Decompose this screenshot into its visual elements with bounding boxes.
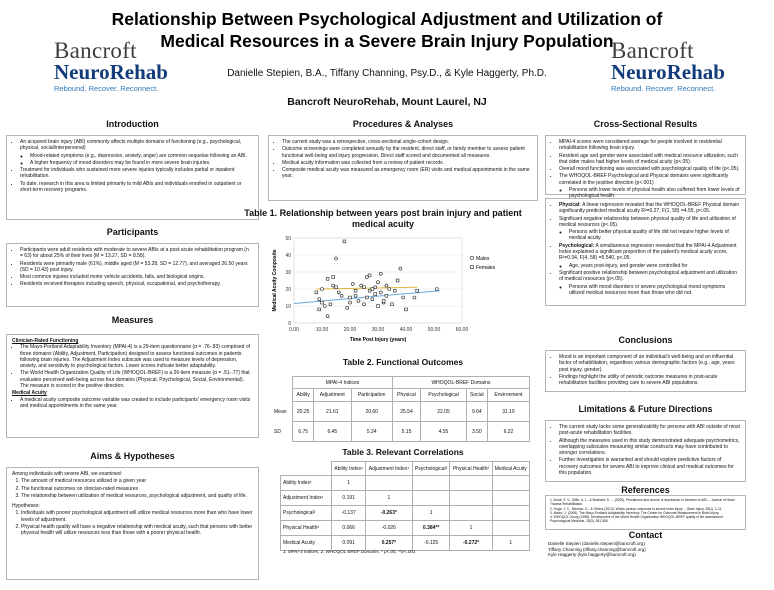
table2-cell: 22.05 — [421, 402, 467, 422]
logo-line1: Bancroft — [54, 38, 137, 63]
measures-item: • The World Health Organization Quality of Life (WHOQOL-BREF) is a 26-item measure (α = .51-.77) that evaluates perceived well-being across four domains (Physical, Psychological, Social, Environmental). The measure is scored in the positive direction. — [20, 370, 253, 389]
logo-line1: Bancroft — [611, 38, 694, 63]
table2-column-header: Environment — [487, 389, 529, 402]
data-point-male — [435, 288, 438, 291]
table3-column-header: Medical Acuity — [492, 462, 529, 476]
table3-cell: 1 — [365, 491, 412, 506]
procedures-heading: Procedures & Analyses — [352, 119, 454, 129]
table3-cell: 0.091 — [332, 536, 366, 551]
x-tick-label: 10.00 — [315, 327, 329, 333]
measures-item: • The Mayo-Portland Adaptability Inventory (MPAI-4) is a 29-item questionnaire (α = .76-.83) comprised of three domains (Ability, Adjustment, Participation) designed to assess functional outcomes in patients following brain injuries. The Adjustment Index subscale was used to measure levels of depression, anxiety, and sensitivity to psychological factors. Lower scores indicate better adaptability. — [20, 344, 253, 369]
aim-item: 2. The functional outcomes on clinician-rated measures — [21, 486, 253, 492]
table3-cell — [365, 476, 412, 491]
table3-row-label: Psychological² — [281, 506, 332, 521]
data-point-male — [399, 267, 402, 270]
table2-cell: 3.50 — [466, 422, 487, 442]
table2-row — [274, 422, 530, 442]
results-item: • Psychological: A simultaneous regression revealed that the MPAI-4 Adjustment Index explained a significant proportion of the patient's medical acuity score, R²=0.34, F(4, 58) =5.540, p<.05. — [559, 243, 740, 262]
data-point-male — [335, 257, 338, 260]
table2-cell: 21.61 — [314, 402, 352, 422]
conclusions-heading: Conclusions — [618, 335, 673, 345]
data-point-male — [377, 281, 380, 284]
data-point-female — [363, 286, 366, 289]
y-tick-label: 40 — [285, 252, 291, 259]
intro-item: • An acquired brain injury (ABI) commonly affects multiple domains of functioning (e.g., psychological, physical, social/interpersonal) — [20, 139, 253, 152]
data-point-female — [377, 305, 380, 308]
data-point-male — [340, 294, 343, 297]
data-point-female — [371, 288, 374, 291]
data-point-male — [365, 276, 368, 279]
limitations-item: • Although the measures used in this study demonstrated adequate psychometrics, overlapping subscales measuring similar constructs may have contributed to stronger correlations. — [559, 438, 740, 457]
data-point-male — [402, 296, 405, 299]
aim-item: 3. The relationship between utilization of medical resources, psychological adjustment, and quality of life. — [21, 493, 253, 499]
x-tick-label: 40.00 — [399, 327, 413, 333]
limitations-item: • Further investigation is warranted and should explore predictive factors of recovery outcomes for severe ABI to improve clinical and medical outcomes for this population. — [559, 457, 740, 476]
measures-heading: Measures — [111, 315, 154, 325]
measures-box — [6, 334, 259, 438]
table3-cell — [412, 476, 450, 491]
results-item: • MPAI-4 scores were considered average for people involved in residential rehabilitation following brain injury. — [559, 139, 740, 152]
hypothesis-item: 2. Physical health quality will have a negative relationship with medical acuity, such that persons with better physical health will utilize resources less than those with a poorer physical health. — [21, 524, 253, 537]
data-point-female — [315, 291, 318, 294]
data-point-female — [396, 279, 399, 282]
data-point-male — [349, 301, 352, 304]
table3-cell: -0.263* — [365, 506, 412, 521]
table3-column-header: Ability Index¹ — [332, 462, 366, 476]
conclusions-box — [545, 350, 746, 392]
data-point-male — [326, 315, 329, 318]
participants-item: • Participants were adult residents with moderate to severe ABIs at a post-acute rehabilitation program (n = 63) for about 25% of their lives (M = 13.27, SD = 8.58). — [20, 247, 253, 260]
table3-cell: -0.026 — [365, 521, 412, 536]
table2 — [274, 376, 530, 442]
table3-cell — [492, 506, 529, 521]
table3-row — [281, 521, 530, 536]
data-point-female — [368, 274, 371, 277]
data-point-female — [318, 308, 321, 311]
participants-box — [6, 243, 259, 307]
results-item: • Physical: A linear regression revealed that the WHOQOL-BREF Physical domain significantly predicted medical acuity R²=0.27, F(1, 58) =4.55, p<.05. — [559, 202, 740, 215]
data-point-female — [416, 289, 419, 292]
procedures-box — [268, 135, 538, 201]
table3-cell: -0.272* — [450, 536, 492, 551]
data-point-male — [354, 294, 357, 297]
table3-row-label: Ability Index¹ — [281, 476, 332, 491]
contact-line: Tiffany Channing (tiffany.channing@bancroft.org) — [548, 546, 646, 552]
data-point-female — [349, 296, 352, 299]
data-point-male — [332, 284, 335, 287]
data-point-male — [337, 291, 340, 294]
data-point-male — [321, 288, 324, 291]
results-subitem: ◦ Persons with better physical quality of life did not require higher levels of medical acuity. — [569, 229, 740, 242]
table3-cell: 1 — [450, 521, 492, 536]
table3-cell — [450, 476, 492, 491]
references-heading: References — [621, 485, 670, 495]
clinician-subheading: Clinician-Rated Functioning — [12, 338, 79, 344]
measures-item: • A medical acuity composite outcome variable was created to include participants' emergency room visits and medical appointments in the same year. — [20, 397, 253, 410]
table2-cell: 5.15 — [392, 422, 420, 442]
data-point-female — [385, 294, 388, 297]
contact-line: Kyle Haggerty (kyle.haggerty@bancroft.org) — [548, 552, 636, 558]
contact-heading: Contact — [628, 530, 663, 540]
logo-line2: NeuroRehab — [611, 60, 725, 84]
y-axis-label: Medical Acuity Composite — [272, 249, 278, 312]
table3-row — [281, 506, 530, 521]
legend-marker-female — [471, 266, 474, 269]
data-point-male — [374, 286, 377, 289]
introduction-box — [6, 135, 259, 220]
table2-cell: 31.19 — [487, 402, 529, 422]
y-tick-label: 30 — [285, 269, 291, 276]
limitations-box — [545, 420, 746, 482]
data-point-female — [335, 286, 338, 289]
results-box-2 — [545, 198, 746, 306]
x-tick-label: 60.00 — [455, 327, 469, 333]
table2-cell: 6.45 — [314, 422, 352, 442]
table3-title: Table 3. Relevant Correlations — [342, 447, 464, 457]
table3-column-header: Psychological² — [412, 462, 450, 476]
logo-tagline: Rebound. Recover. Reconnect. — [611, 84, 716, 93]
logo-tagline: Rebound. Recover. Reconnect. — [54, 84, 159, 93]
aims-heading: Aims & Hypotheses — [90, 451, 175, 461]
limitations-heading: Limitations & Future Directions — [578, 404, 713, 414]
x-tick-label: 50.00 — [427, 327, 441, 333]
hypothesis-item: 1. Individuals with poorer psychological adjustment will utilize medical resources more than who have lower levels of adjustment. — [21, 510, 253, 523]
y-tick-label: 50 — [285, 235, 291, 242]
x-tick-label: 20.00 — [343, 327, 357, 333]
table2-column-header: Social — [466, 389, 487, 402]
table3-row-label: Medical Acuity — [281, 536, 332, 551]
bancroft-logo-right — [611, 40, 761, 93]
table3-cell: 0.191 — [332, 491, 366, 506]
data-point-male — [413, 296, 416, 299]
table3-cell: 1 — [492, 536, 529, 551]
limitations-item: • The current study lacks some generalizability for persons with ABI outside of most post-acute rehabilitation facilities. — [559, 424, 740, 437]
table3-cell: 0.384** — [412, 521, 450, 536]
intro-item: • Treatment for individuals who sustained more severe injuries typically includes partial or inpatient rehabilitation. — [20, 167, 253, 180]
scatter-chart — [260, 232, 532, 350]
table3-column-header: Adjustment Index¹ — [365, 462, 412, 476]
data-point-male — [388, 288, 391, 291]
procedures-item: • Medical acuity information was collected from a review of patient records. — [282, 160, 532, 166]
table2-corner — [274, 389, 293, 402]
data-point-male — [318, 298, 321, 301]
references-box — [545, 495, 746, 530]
results-item: • The WHOQOL-BREF Psychological and Physical domains were significantly correlated in the positive direction (p<.001) — [559, 173, 740, 186]
table3-corner — [281, 462, 332, 476]
table2-cell: 25.54 — [392, 402, 420, 422]
chart-title: Table 1. Relationship between years post brain injury and patient medical acuity — [244, 208, 522, 229]
table2-row-label: SD — [274, 428, 281, 435]
x-tick-label: 30.00 — [371, 327, 385, 333]
table2-cell: 6.75 — [293, 422, 314, 442]
reference-item: 3. Malec, J. (2005). The Mayo-Portland Adaptability Inventory. The Center for Outcome Measurement in Brain Injury. — [550, 510, 720, 515]
participants-item: • Residents were primarily male (61%), middle aged (M = 53.28, SD = 12.77), and averaged 26.50 years (SD = 10.43) post injury. — [20, 261, 253, 274]
table3-cell: 1 — [412, 506, 450, 521]
data-point-female — [382, 300, 385, 303]
table3-cell — [450, 506, 492, 521]
contact-line: Danielle Stepien (danielle.stepien@bancroft.org) — [548, 541, 645, 546]
data-point-female — [326, 277, 329, 280]
table2-column-header: Ability — [293, 389, 314, 402]
x-axis-label: Time Post Injury (years) — [349, 337, 407, 343]
y-tick-label: 20 — [285, 286, 291, 293]
reference-item: 2. Hoge, J. C., Bannon, D., & Others (2013). Whole-person outcomes in severe brain injury ... Brain Injury, 28(1), 1-11. — [550, 506, 723, 511]
acuity-subheading: Medical Acuity — [12, 390, 47, 397]
data-point-male — [385, 284, 388, 287]
data-point-female — [332, 276, 335, 279]
table3-column-header: Physical Health² — [450, 462, 492, 476]
table2-cell: 6.22 — [487, 422, 529, 442]
data-point-female — [374, 293, 377, 296]
table3-footnote: 1. MPAI-4 Indices, 2. WHOQOL-BREF Domains, * p<.05, **p<.001 — [283, 549, 416, 554]
data-point-male — [379, 272, 382, 275]
data-point-male — [393, 289, 396, 292]
bancroft-logo-left — [54, 40, 204, 93]
data-point-female — [391, 303, 394, 306]
table2-corner — [274, 377, 293, 389]
table3-row — [281, 476, 530, 491]
data-point-male — [323, 305, 326, 308]
table2-column-header: Adjustment — [314, 389, 352, 402]
intro-item: • To date, research in this area is limited primarily to mild ABIs and individuals enrolled in outpatient or short-term recovery programs. — [20, 181, 253, 194]
table3-row-label: Adjustment Index¹ — [281, 491, 332, 506]
table2-cell: 4.55 — [421, 422, 467, 442]
table2-cell: 20.25 — [293, 402, 314, 422]
intro-subitem: ◦ A higher frequency of mood disorders may be found in more severe brain injuries. — [30, 160, 253, 166]
poster-title: Relationship Between Psychological Adjustment and Utilization of Medical Resources in a Severe Brain Injury Population — [111, 9, 663, 51]
table3-cell — [492, 491, 529, 506]
table2-row-label: Mean — [274, 408, 287, 415]
table3-cell — [492, 521, 529, 536]
table2-title: Table 2. Functional Outcomes — [342, 357, 464, 367]
table3-cell: 1 — [332, 476, 366, 491]
table2-cell: 5.24 — [351, 422, 392, 442]
data-point-male — [368, 289, 371, 292]
data-point-male — [346, 306, 349, 309]
x-tick-label: 0.00 — [289, 327, 299, 333]
data-point-female — [321, 301, 324, 304]
table2-row — [274, 402, 530, 422]
results-item: • Overall mood functioning was associated with psychological quality of life (p<.05). — [559, 166, 740, 172]
hypotheses-label: Hypotheses: — [12, 503, 40, 510]
legend-marker-male — [470, 256, 473, 259]
results-subitem: ◦ Persons with mood disorders or severe psychological mood symptoms utilized medical resources more than those who did not. — [569, 284, 740, 297]
table3-cell: 0.257* — [365, 536, 412, 551]
data-point-female — [365, 296, 368, 299]
aim-item: 1. The amount of medical resources utilized in a given year — [21, 478, 253, 484]
table2-cell: 20.60 — [351, 402, 392, 422]
intro-subitem: ◦ Mood-related symptoms (e.g., depression, anxiety, anger) are common sequelae following an ABI. — [30, 153, 253, 159]
participants-item: • Most common injuries included motor vehicle accidents, falls, and biological origins. — [20, 274, 253, 280]
data-point-male — [351, 282, 354, 285]
y-tick-label: 0 — [288, 320, 291, 327]
reference-item: 1. Arndt, S. V., Gillin, A. L., & Boshard, D. ... (2009). Prevalence and course of depression in fourteen to ABI ... Journal of Head Trauma Rehabilitation. — [550, 498, 735, 507]
table2-column-header: Participation — [351, 389, 392, 402]
procedures-item: • Outcome screenings were completed annually by the resident, direct staff, or family member to assess patient functional well-being and injury progression. Direct staff scored and documented all measures. — [282, 146, 532, 159]
table3 — [280, 461, 530, 551]
results-subitem: ◦ Age, years post-injury, and gender were controlled for — [569, 263, 740, 269]
conclusions-item: • Mood is an important component of an individual's well-being and an influential factor of rehabilitation, regardless various demographic factors (e.g., age, years post injury, gender). — [559, 354, 740, 373]
data-point-male — [371, 298, 374, 301]
data-point-female — [354, 289, 357, 292]
y-tick-label: 10 — [285, 303, 291, 310]
table2-group1: MPAI-4 Indices — [293, 377, 393, 389]
results-box-1 — [545, 135, 746, 200]
contact-box — [548, 541, 738, 558]
participants-item: • Residents received therapies including speech, physical, occupational, and psychotherapy. — [20, 281, 253, 287]
procedures-item: • The current study was a retrospective, cross-sectional single-cohort design. — [282, 139, 532, 145]
introduction-heading: Introduction — [106, 119, 159, 129]
data-point-male — [379, 291, 382, 294]
results-heading: Cross-Sectional Results — [593, 119, 698, 129]
table2-column-header: Physical — [392, 389, 420, 402]
aims-intro: Among individuals with severe ABI, we examined: — [12, 471, 123, 477]
results-item: • Significant negative relationship between physical quality of life and utilization of medical resources (p<.05). — [559, 216, 740, 229]
table3-cell: 0.066 — [332, 521, 366, 536]
data-point-female — [405, 308, 408, 311]
table2-column-header: Psychological — [421, 389, 467, 402]
table3-row — [281, 491, 530, 506]
results-item: • Significant positive relationship between psychological adjustment and utilization of medical resources (p<.05). — [559, 270, 740, 283]
table3-cell: -0.125 — [412, 536, 450, 551]
aims-box — [6, 467, 259, 580]
table3-cell — [492, 476, 529, 491]
table3-cell — [450, 491, 492, 506]
legend-label-male: Males — [476, 255, 490, 262]
logo-line2: NeuroRehab — [54, 60, 168, 84]
data-point-female — [343, 240, 346, 243]
conclusions-item: • Findings highlight the utility of periodic outcome measures in post-acute rehabilitation facilities providing care to severe ABI populations. — [559, 374, 740, 387]
table3-row-label: Physical Health² — [281, 521, 332, 536]
results-item: • Resident age and gender were associated with medical resource utilization, such that older males had higher levels of medical acuity (p<.05). — [559, 153, 740, 166]
data-point-male — [357, 299, 360, 302]
participants-heading: Participants — [106, 227, 159, 237]
reference-item: 4. WHOQOL Group (1998). Development of the World Health Organization WHOQOL-BREF quality of life assessment. Psychological Medicine, 28(3), 551-558. — [550, 515, 724, 524]
legend-label-female: Females — [476, 264, 496, 271]
table2-group2: WHOQOL-BREF Domains — [392, 377, 529, 389]
table3-cell: -0.137 — [332, 506, 366, 521]
data-point-male — [363, 303, 366, 306]
procedures-item: • Composite medical acuity was measured as emergency room (ER) visits and medical appointments in the same year. — [282, 167, 532, 180]
data-point-male — [329, 303, 332, 306]
poster-affiliation: Bancroft NeuroRehab, Mount Laurel, NJ — [287, 96, 487, 108]
table2-cell: 9.64 — [466, 402, 487, 422]
results-subitem: ◦ Persons with lower levels of physical health also suffered from lower levels of psychological health. — [569, 187, 740, 200]
data-point-male — [360, 284, 363, 287]
table3-cell — [412, 491, 450, 506]
poster-authors: Danielle Stepien, B.A., Tiffany Channing, Psy.D., & Kyle Haggerty, Ph.D. — [227, 68, 547, 79]
